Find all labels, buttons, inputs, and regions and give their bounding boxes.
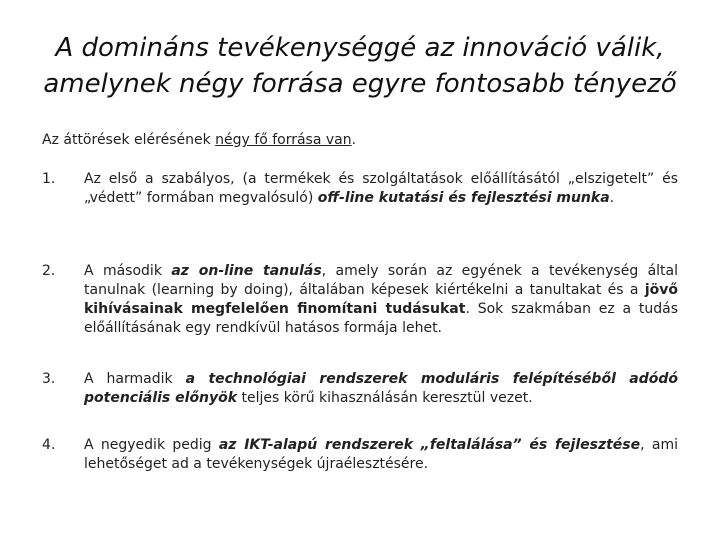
title-line-2: amelynek négy forrása egyre fontosabb tényező	[43, 69, 677, 99]
text-run: A második	[84, 263, 172, 279]
list-number: 4.	[42, 437, 56, 453]
list-item-2	[42, 262, 678, 338]
intro-suffix: .	[351, 132, 357, 148]
list-number: 1.	[42, 171, 56, 187]
text-run: A negyedik pedig	[84, 437, 219, 453]
text-run: Az első a szabályos, (a termékek és szolgáltatások előállításától „elszigetelt” és „védett” formában megvalósuló)	[84, 171, 678, 206]
text-run: .	[609, 190, 615, 206]
text-run: , amely során az egyének a tevékenység által tanulnak (learning by doing), általában képesek kiértékelni a tanultakat és a	[84, 263, 679, 298]
text-run: A harmadik	[84, 371, 186, 387]
list-number: 3.	[42, 371, 56, 387]
emphasis-run: az on-line tanulás	[171, 263, 322, 279]
list-item-text	[84, 436, 678, 474]
emphasis-run: a technológiai rendszerek moduláris felépítéséből adódó potenciális előnyök	[84, 371, 678, 406]
list-item-4	[42, 436, 678, 474]
intro-underlined: négy fő forrása van	[215, 132, 352, 148]
intro-prefix: Az áttörések elérésének	[42, 132, 216, 148]
text-run: . Sok szakmában ez a tudás előállításának egy rendkívül hatásos formája lehet.	[84, 301, 679, 336]
bold-run: jövő kihívásainak megfelelően finomítani tudásukat	[84, 282, 678, 317]
slide-title	[20, 30, 700, 102]
list-number: 2.	[42, 263, 56, 279]
list-item-3	[42, 370, 678, 408]
list-item-1	[42, 170, 678, 208]
emphasis-run: az IKT-alapú rendszerek „feltalálása” és fejlesztése	[218, 437, 641, 453]
list-item-text	[84, 170, 678, 208]
text-run: teljes körű kihasználásán keresztül vezet.	[237, 390, 533, 406]
emphasis-run: off-line kutatási és fejlesztési munka	[317, 190, 610, 206]
intro-text	[42, 130, 682, 150]
list-item-text	[84, 262, 678, 338]
list-item-text	[84, 370, 678, 408]
text-run: , ami lehetőséget ad a tevékenységek újraélesztésére.	[84, 437, 678, 472]
title-line-1: A domináns tevékenységgé az innováció válik,	[55, 33, 665, 63]
